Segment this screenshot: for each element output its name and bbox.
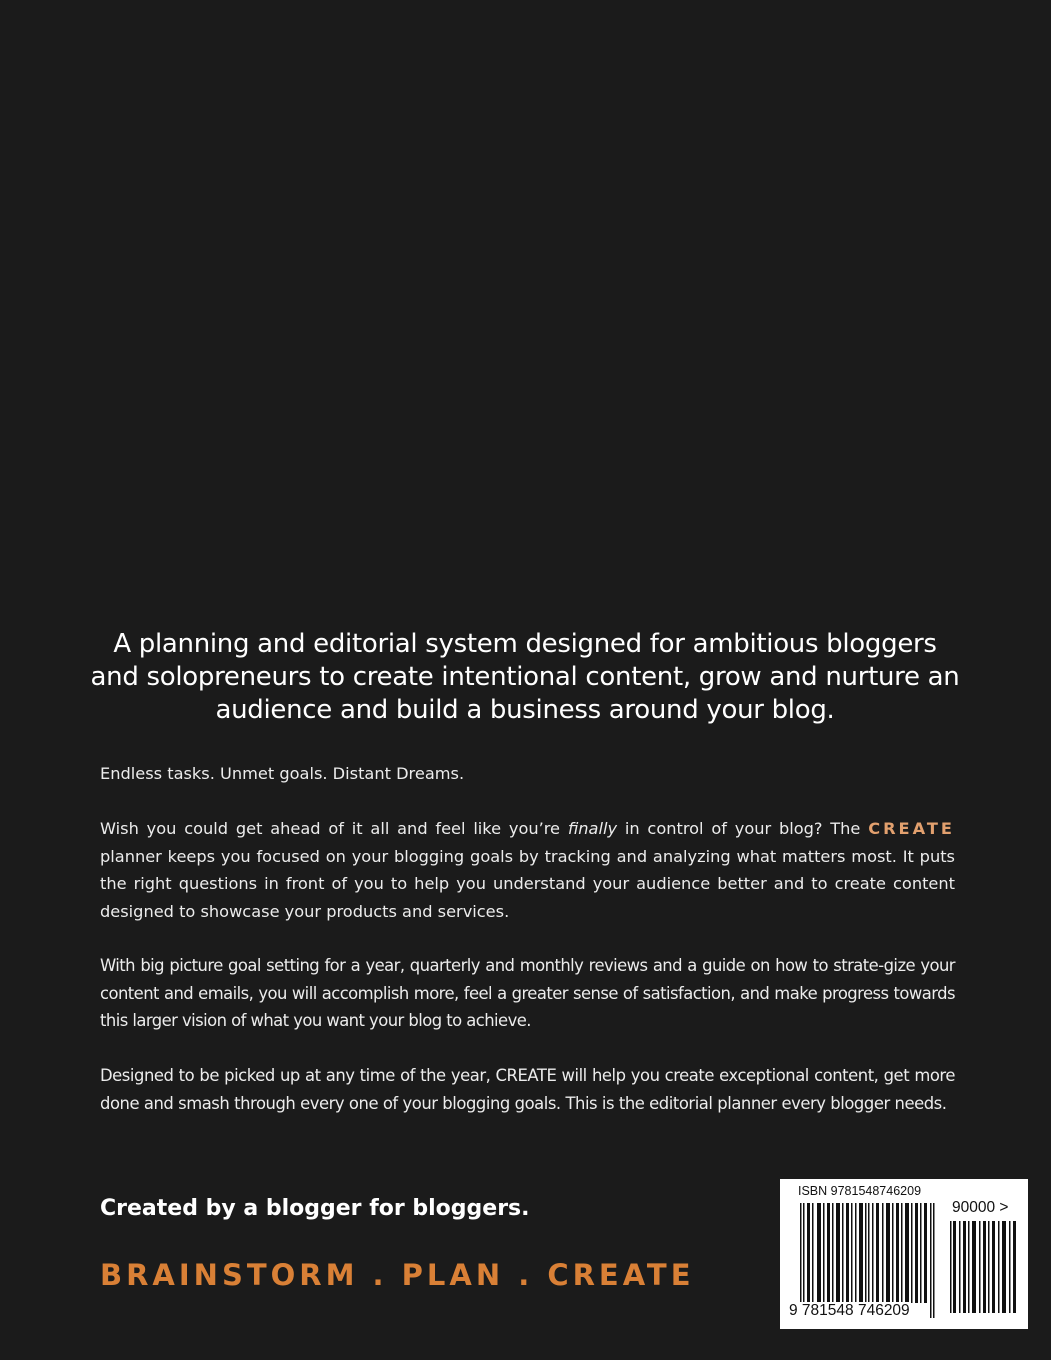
emphasis-text: finally [567, 819, 618, 838]
description-paragraph [100, 815, 955, 925]
isbn-barcode [780, 1179, 1028, 1329]
brand-name: CREATE [868, 819, 955, 838]
text-segment: in control of your blog? The [617, 819, 869, 838]
isbn-digits: 9 781548 746209 [789, 1302, 910, 1319]
tagline: Created by a blogger for bloggers. [100, 1196, 530, 1221]
text-segment: planner keeps you focused on your blogging goals by tracking and analyzing what matters most. It puts the right questions in front of you to help you understand your audience better and to create content designed to showcase your products and services. [100, 846, 955, 921]
intro-paragraph: Endless tasks. Unmet goals. Distant Dreams. [100, 764, 465, 783]
addon-barcode-icon [950, 1221, 1018, 1313]
motto: BRAINSTORM . PLAN . CREATE [100, 1258, 695, 1292]
closing-paragraph: Designed to be picked up at any time of the year, CREATE will help you create exceptional content, get more done and smash through every one of your blogging goals. This is the editorial planner every blogger needs. [100, 1066, 955, 1113]
features-paragraph: With big picture goal setting for a year, quarterly and monthly reviews and a guide on how to strate-gize your content and emails, you will accomplish more, feel a greater sense of satisfaction, and make progress towards this larger vision of what you want your blog to achieve. [100, 956, 955, 1030]
price-code: 90000 > [952, 1199, 1009, 1216]
text-segment: Wish you could get ahead of it all and feel like you’re [100, 819, 568, 838]
barcode-bars-icon [800, 1203, 935, 1318]
headline: A planning and editorial system designed for ambitious bloggers and solopreneurs to create intentional content, grow and nurture an audience and build a business around your blog. [90, 629, 960, 725]
isbn-label: ISBN 9781548746209 [798, 1184, 922, 1198]
